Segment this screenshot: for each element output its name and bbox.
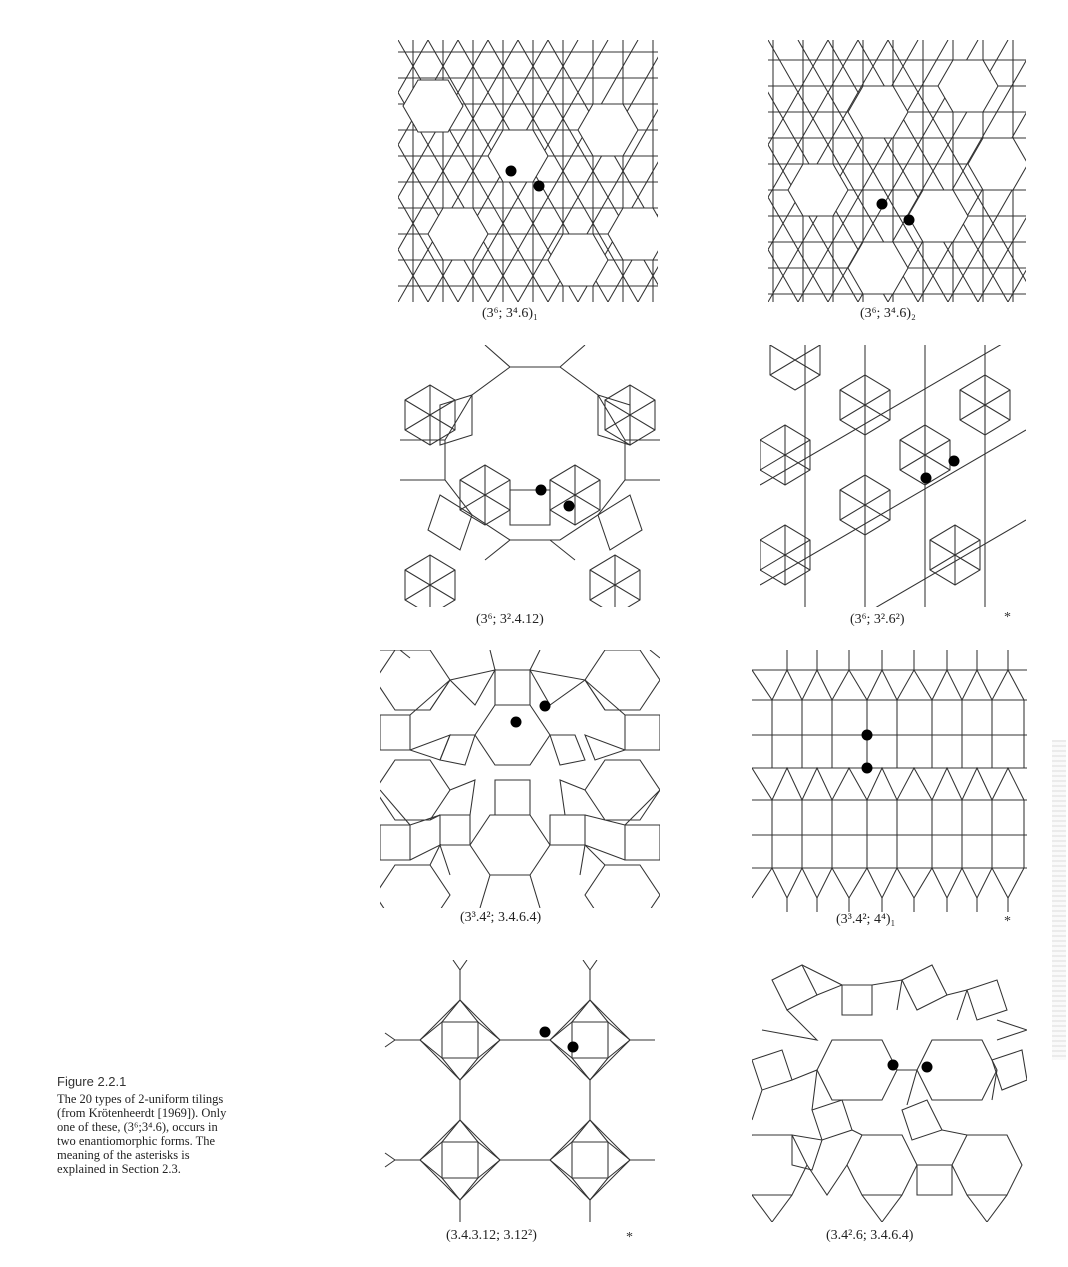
- vertex-dot: [568, 1042, 579, 1053]
- tiling-caption-4: (3⁶; 3².6²): [850, 612, 905, 627]
- tiling-diagram-5: [380, 650, 660, 908]
- vertex-dot: [922, 1062, 933, 1073]
- figure-label: Figure 2.2.1: [57, 1074, 127, 1089]
- vertex-dot: [506, 166, 517, 177]
- triangles: [380, 670, 660, 875]
- vertex-dot: [904, 215, 915, 226]
- edge-stubs: [380, 650, 660, 908]
- tiling-caption-1: (3⁶; 3⁴.6)₁: [482, 306, 538, 321]
- vertex-dot: [888, 1060, 899, 1071]
- vertex-dot: [534, 181, 545, 192]
- tiling-diagram-7: [380, 960, 660, 1222]
- tiling-panel-2: [768, 40, 1026, 302]
- tiling-caption-8: (3.4².6; 3.4.6.4): [826, 1228, 914, 1243]
- dodecagon-ring: [445, 367, 625, 540]
- tiling-panel-1: [398, 40, 658, 302]
- tiling-diagram-3: [400, 345, 660, 607]
- hexagons: [752, 1040, 1022, 1195]
- tiling-diagram-6: [752, 650, 1027, 912]
- vertex-dot: [536, 485, 547, 496]
- tiling-panel-6: [752, 650, 1027, 912]
- vertex-dot: [921, 473, 932, 484]
- tiling-caption-2: (3⁶; 3⁴.6)₂: [860, 306, 916, 321]
- vertex-dot: [862, 730, 873, 741]
- star-units: [420, 1000, 630, 1200]
- vertex-dot: [862, 763, 873, 774]
- tiling-panel-4: [760, 345, 1026, 607]
- vertex-dot: [949, 456, 960, 467]
- tiling-panel-5: [380, 650, 660, 908]
- hexagons: [380, 650, 660, 908]
- asterisk-mark: *: [626, 1230, 633, 1245]
- vertex-dot: [564, 501, 575, 512]
- tiling-caption-7: (3.4.3.12; 3.12²): [446, 1228, 537, 1243]
- tiling-diagram-1: [398, 40, 658, 302]
- tiling-panel-7: [380, 960, 660, 1222]
- vertex-dot: [877, 199, 888, 210]
- edge-stubs: [400, 345, 660, 560]
- tiling-caption-6: (3³.4²; 4⁴)₁: [836, 912, 896, 927]
- square-links: [428, 395, 642, 550]
- tiling-diagram-2: [768, 40, 1026, 302]
- tiling-panel-3: [400, 345, 660, 607]
- asterisk-mark: *: [1004, 914, 1011, 929]
- hexagon-holes: [403, 80, 658, 286]
- asterisk-mark: *: [1004, 610, 1011, 625]
- connecting-edges: [385, 960, 655, 1222]
- vertex-dot: [540, 701, 551, 712]
- vertex-dot: [511, 717, 522, 728]
- triangle-rows: [752, 650, 1027, 912]
- tiling-caption-5: (3³.4²; 3.4.6.4): [460, 910, 542, 925]
- hexagon-stars: [760, 345, 1010, 585]
- tiling-caption-3: (3⁶; 3².4.12): [476, 612, 544, 627]
- tiling-diagram-8: [752, 960, 1027, 1222]
- vertex-dot: [540, 1027, 551, 1038]
- scan-edge-artifact: [1052, 740, 1066, 1060]
- figure-caption: The 20 types of 2-uniform tilings (from Krötenheerdt [1969]). Only one of these, (3⁶;3⁴.6), occurs in two enantiomorphic forms. The meaning of the asterisks is explained in Section 2.3.: [57, 1092, 227, 1176]
- tiling-diagram-4: [760, 345, 1026, 607]
- tiling-panel-8: [752, 960, 1027, 1222]
